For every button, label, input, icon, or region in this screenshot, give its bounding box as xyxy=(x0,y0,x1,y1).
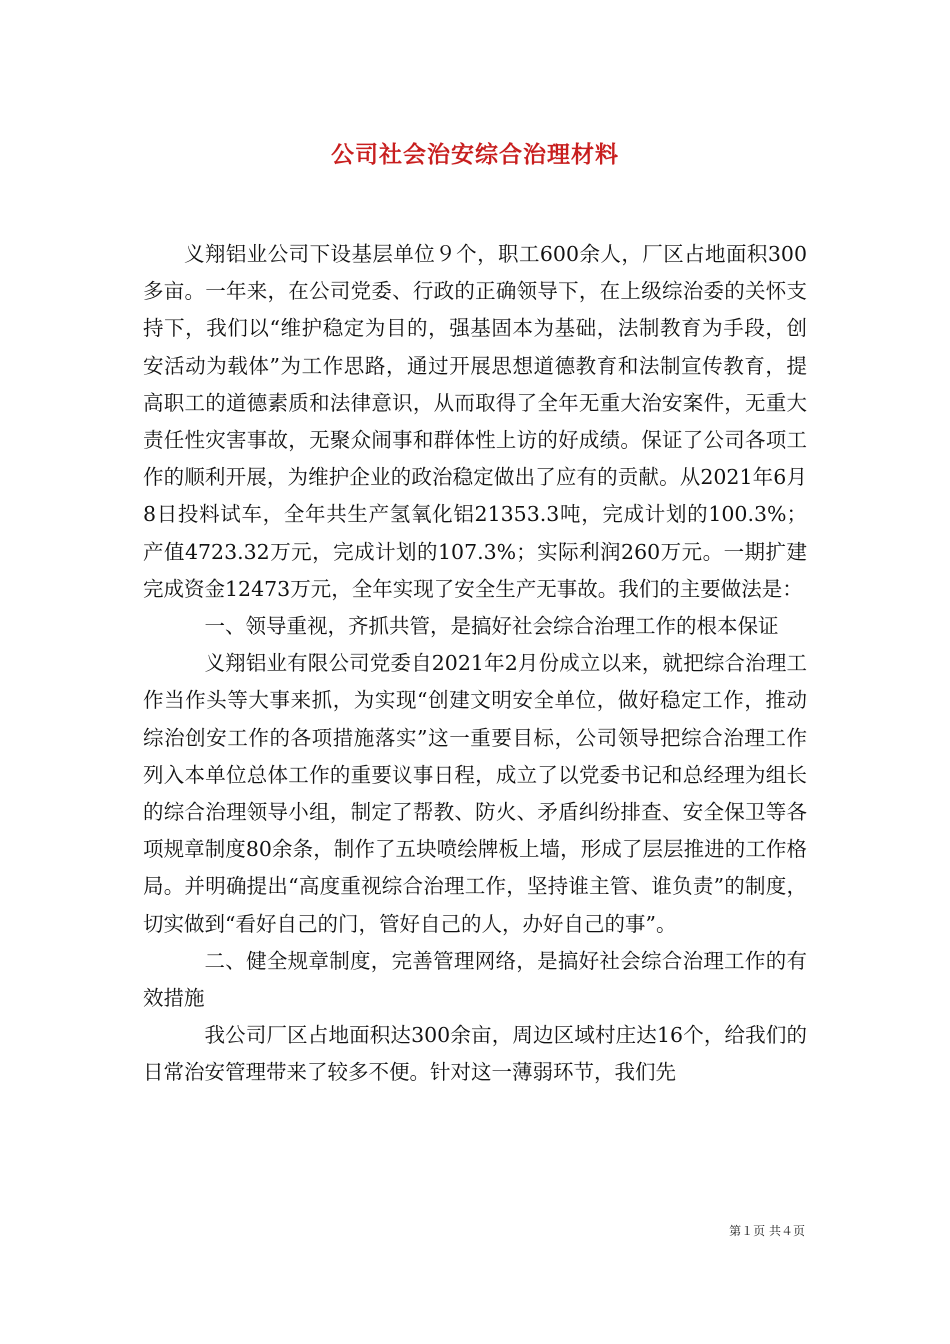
paragraph-intro: 义翔铝业公司下设基层单位９个，职工600余人，厂区占地面积300多亩。一年来，在公司党委、行政的正确领导下，在上级综治委的关怀支持下，我们以“维护稳定为目的，强基固本为基础，法制教育为手段，创安活动为载体”为工作思路，通过开展思想道德教育和法制宣传教育，提高职工的道德素质和法律意识，从而取得了全年无重大治安案件，无重大责任性灾害事故，无聚众闹事和群体性上访的好成绩。保证了公司各项工作的顺利开展，为维护企业的政治稳定做出了应有的贡献。从2021年6月8日投料试车，全年共生产氢氧化铝21353.3吨，完成计划的100.3%；产值4723.32万元，完成计划的107.3%；实际利润260万元。一期扩建完成资金12473万元，全年实现了安全生产无事故。我们的主要做法是： xyxy=(143,242,807,601)
document-title: 公司社会治安综合治理材料 xyxy=(331,141,619,168)
paragraph-section-2: 我公司厂区占地面积达300余亩，周边区域村庄达16个，给我们的日常治安管理带来了较多不便。针对这一薄弱环节，我们先 xyxy=(143,1023,807,1085)
page-indicator: 第１页 共４页 xyxy=(729,1224,805,1238)
paragraph-section-1: 义翔铝业有限公司党委自2021年2月份成立以来，就把综合治理工作当作头等大事来抓，为实现“创建文明安全单位，做好稳定工作，推动综治创安工作的各项措施落实”这一重要目标，公司领导把综合治理工作列入本单位总体工作的重要议事日程，成立了以党委书记和总经理为组长的综合治理领导小组，制定了帮教、防火、矛盾纠纷排查、安全保卫等各项规章制度80余条，制作了五块喷绘牌板上墙，形成了层层推进的工作格局。并明确提出“高度重视综合治理工作，坚持谁主管、谁负责”的制度，切实做到“看好自己的门，管好自己的人，办好自己的事”。 xyxy=(143,651,807,936)
section-heading-2: 二、健全规章制度，完善管理网络，是搞好社会综合治理工作的有效措施 xyxy=(143,948,807,1011)
section-heading-1: 一、领导重视，齐抓共管，是搞好社会综合治理工作的根本保证 xyxy=(204,614,779,639)
document-body xyxy=(143,236,807,1092)
